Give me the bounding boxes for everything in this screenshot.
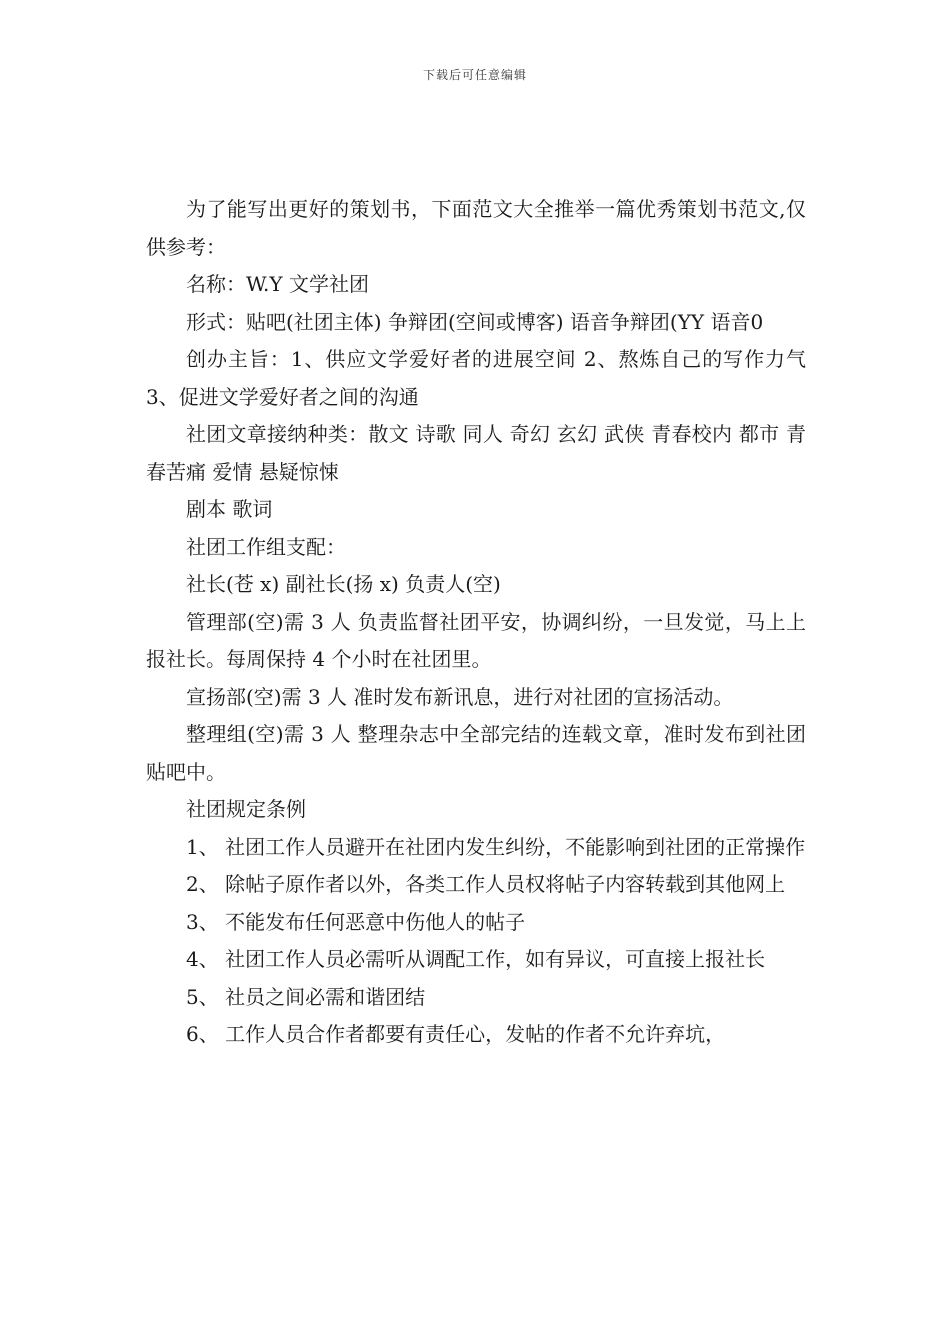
paragraph-purpose: 创办主旨：1、供应文学爱好者的进展空间 2、熬炼自己的写作力气 3、促进文学爱好者之间的沟通 (146, 347, 806, 409)
paragraph-rules-heading: 社团规定条例 (186, 797, 306, 821)
document-body (146, 191, 806, 1054)
paragraph-workgroup-heading: 社团工作组支配： (186, 534, 346, 559)
paragraph-rule-4: 4、 社团工作人员必需听从调配工作，如有异议，可直接上报社长 (186, 947, 766, 971)
paragraph-editing-group: 整理组(空)需 3 人 整理杂志中全部完结的连载文章，准时发布到社团贴吧中。 (146, 722, 806, 784)
paragraph-form: 形式：贴吧(社团主体) 争辩团(空间或博客) 语音争辩团(YY 语音0 (186, 309, 764, 334)
paragraph-rule-1: 1、 社团工作人员避开在社团内发生纠纷，不能影响到社团的正常操作 (186, 834, 806, 859)
paragraph-article-types-cont: 剧本 歌词 (186, 497, 273, 521)
paragraph-intro: 为了能写出更好的策划书，下面范文大全推举一篇优秀策划书范文,仅供参考： (146, 197, 806, 259)
paragraph-publicity-dept: 宣扬部(空)需 3 人 准时发布新讯息，进行对社团的宣扬活动。 (186, 684, 734, 709)
paragraph-name: 名称：W.Y 文学社团 (186, 272, 369, 296)
paragraph-rule-5: 5、 社员之间必需和谐团结 (186, 984, 426, 1009)
paragraph-rule-3: 3、 不能发布任何恶意中伤他人的帖子 (186, 909, 526, 934)
paragraph-rule-6: 6、 工作人员合作者都要有责任心，发帖的作者不允许弃坑， (186, 1022, 726, 1046)
paragraph-leaders: 社长(苍 x) 副社长(扬 x) 负责人(空) (186, 572, 501, 596)
paragraph-rule-2: 2、 除帖子原作者以外，各类工作人员权将帖子内容转载到其他网上 (186, 872, 786, 896)
paragraph-article-types: 社团文章接纳种类：散文 诗歌 同人 奇幻 玄幻 武侠 青春校内 都市 青春苦痛 爱情 悬疑惊悚 (146, 422, 806, 484)
page-header-note: 下载后可任意编辑 (422, 68, 527, 82)
paragraph-management-dept: 管理部(空)需 3 人 负责监督社团平安，协调纠纷，一旦发觉，马上上报社长。每周保持 4 个小时在社团里。 (146, 609, 806, 671)
